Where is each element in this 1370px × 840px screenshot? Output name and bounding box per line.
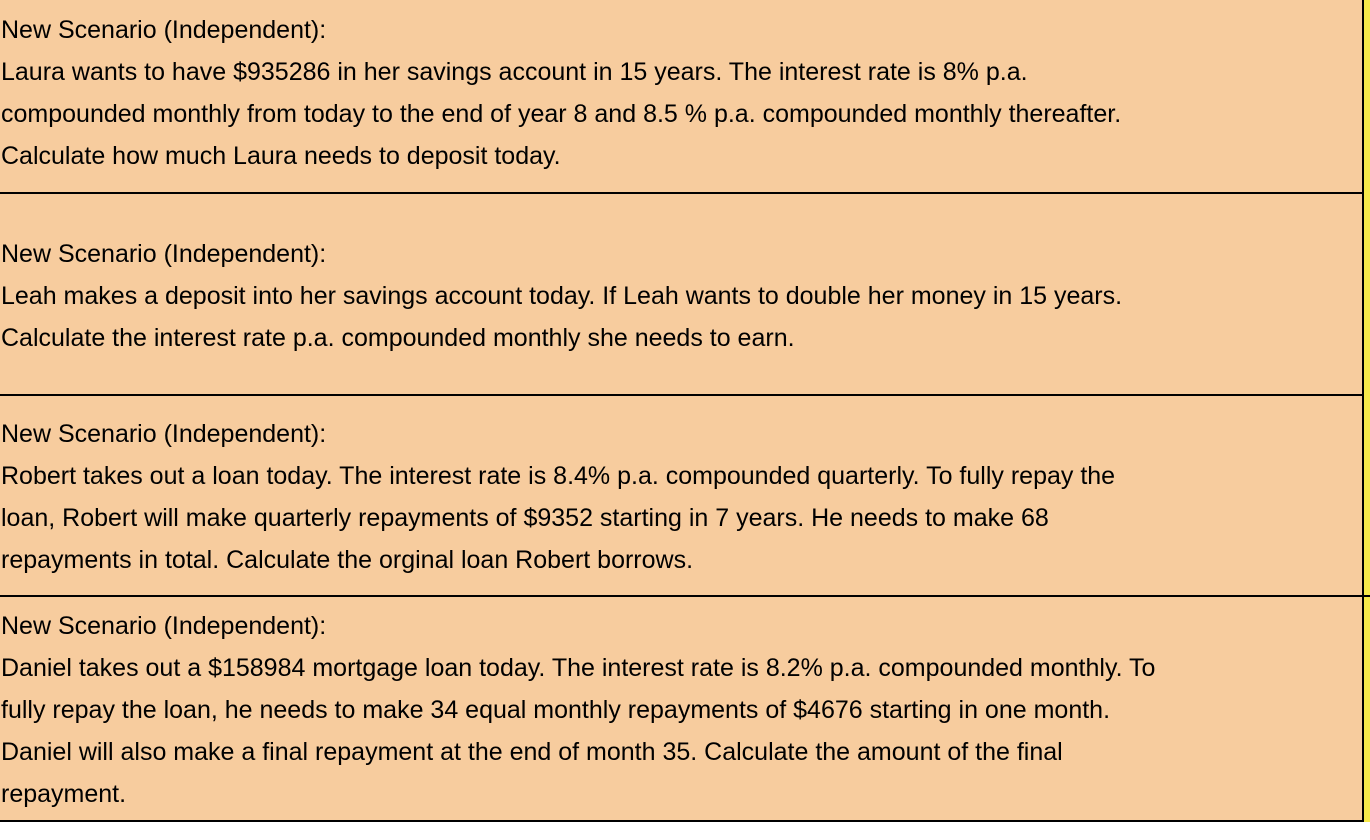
row-border xyxy=(0,394,1362,396)
scenario-text-line: loan, Robert will make quarterly repayments of $9352 starting in 7 years. He needs to make 68 xyxy=(1,504,1049,532)
scenario-cell-leah[interactable] xyxy=(1,233,1361,359)
scenario-text-line: Leah makes a deposit into her savings account today. If Leah wants to double her money in 15 years. xyxy=(1,282,1123,310)
scenario-text-line: compounded monthly from today to the end of year 8 and 8.5 % p.a. compounded monthly thereafter. xyxy=(1,100,1122,128)
scenario-text-line: Robert takes out a loan today. The interest rate is 8.4% p.a. compounded quarterly. To fully repay the xyxy=(1,462,1116,490)
row-border xyxy=(0,595,1370,597)
scenario-heading: New Scenario (Independent): xyxy=(1,612,327,640)
scenario-text-line: Daniel will also make a final repayment at the end of month 35. Calculate the amount of the final xyxy=(1,738,1063,766)
scenario-text-line: Calculate the interest rate p.a. compounded monthly she needs to earn. xyxy=(1,324,795,352)
scenario-cell-robert[interactable] xyxy=(1,413,1361,581)
scenario-heading: New Scenario (Independent): xyxy=(1,16,327,44)
scenario-text-line: Calculate how much Laura needs to deposit today. xyxy=(1,142,561,170)
scenario-text-line: repayment. xyxy=(1,780,127,808)
scenario-text-line: repayments in total. Calculate the orginal loan Robert borrows. xyxy=(1,546,694,574)
scenario-heading: New Scenario (Independent): xyxy=(1,420,327,448)
scenario-cell-laura[interactable] xyxy=(1,9,1361,177)
sheet-margin xyxy=(0,822,1370,840)
scenario-cell-daniel[interactable] xyxy=(1,605,1361,815)
scenario-text-line: Daniel takes out a $158984 mortgage loan today. The interest rate is 8.2% p.a. compounded monthly. To xyxy=(1,654,1156,682)
scenario-text-line: fully repay the loan, he needs to make 34 equal monthly repayments of $4676 starting in one month. xyxy=(1,696,1111,724)
scenario-text-line: Laura wants to have $935286 in her savings account in 15 years. The interest rate is 8% p.a. xyxy=(1,58,1028,86)
row-border xyxy=(0,192,1362,194)
scenario-heading: New Scenario (Independent): xyxy=(1,240,327,268)
adjacent-column-fill xyxy=(1364,0,1370,822)
